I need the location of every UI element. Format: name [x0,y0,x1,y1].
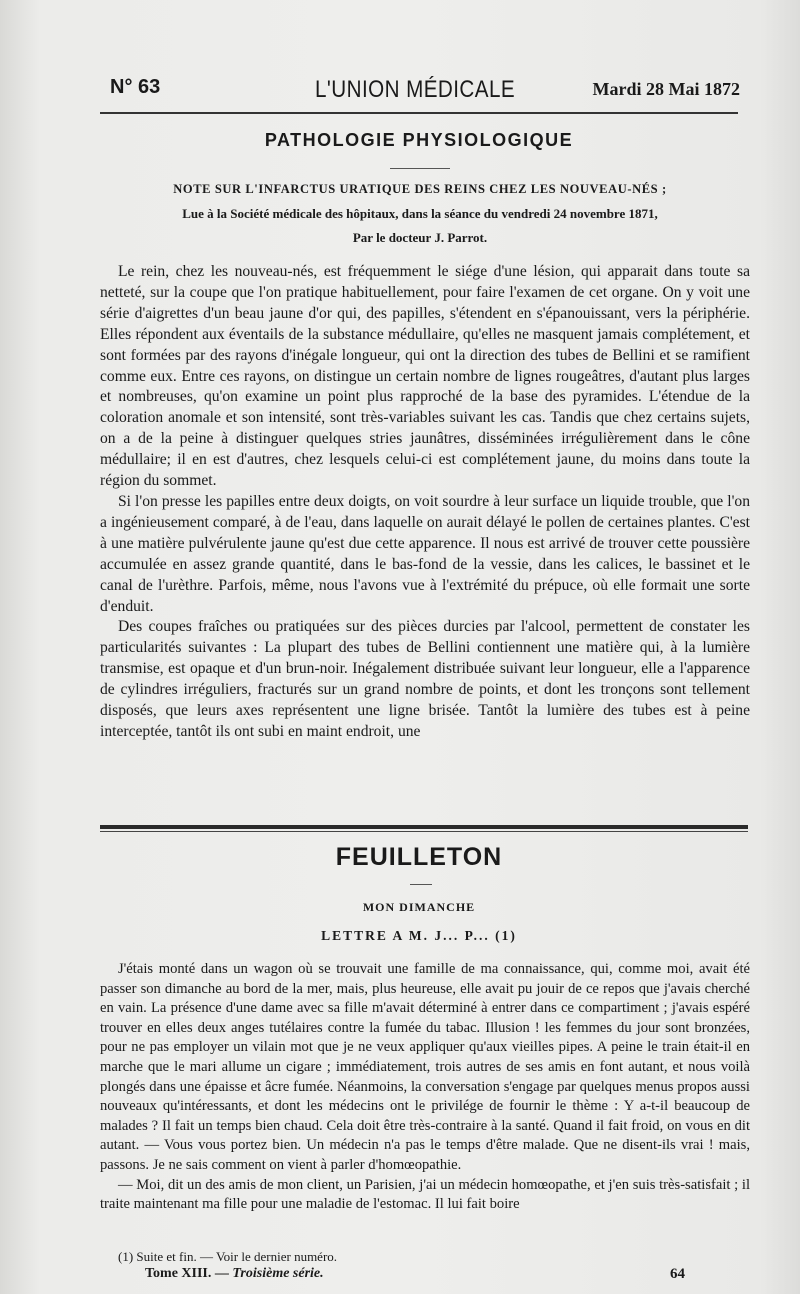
feuilleton-paragraph: J'étais monté dans un wagon où se trouvait une famille de ma connaissance, qui, comme moi, avait été passer son dimanche au bord de la mer, mais, plus heureuse, elle avait pu jouir de ce repos que j'avais cherché en vain. La présence d'une dame avec sa fille m'avait déterminé à entrer dans ce compartiment ; j'avais espéré trouver en elles deux anges tutélaires contre la fumée du tabac. Illusion ! les femmes du jour sont bronzées, pour ne pas employer un vilain mot que je ne veux appliquer qu'aux vieilles pipes. A peine le train était-il en marche que le mari allume un cigare ; immédiatement, trois autres de ses amis en font autant, et nous voilà plongés dans une épaisse et âcre fumée. Néanmoins, la conversation s'engage par quelques menus propos aussi nouveaux qu'intéressants, et dont les médecins ont le privilége de fournir le thème : Y a-t-il beaucoup de malades ? Il fait un temps bien chaud. Cela doit être très-contraire à la santé. Quand il fait froid, on vous en dit autant. — Vous vous portez bien. Un médecin n'a pas le temps d'être malade. Que ne disent-ils vrai ! mais, passons. Je ne sais comment on vient à parler d'homœopathie. [100,961,750,1173]
feuilleton-title: FEUILLETON [335,843,503,871]
page-number: 64 [670,1266,685,1282]
feuilleton-rule [100,825,748,829]
issue-number: N° 63 [110,76,161,98]
article-paragraph: Le rein, chez les nouveau-nés, est fréquemment le siége d'une lésion, qui apparait dans toute sa netteté, sur la coupe que l'on pratique habituellement, pour faire l'examen de cet organe. On y voit une série d'aigrettes d'un beau jaune d'or qui, des papilles, s'étendent en s'épanouissant, vers la périphérie. Elles répondent aux éventails de la substance médullaire, qu'elles ne masquent jamais complétement, et sont formées par des rayons d'inégale longueur, qui ont la direction des tubes de Bellini et se ramifient comme eux. Entre ces rayons, on distingue un certain nombre de lignes rougeâtres, d'autant plus larges et nombreuses, qu'on examine un point plus rapproché de la base des pyramides. L'étendue de la coloration anomale et son intensité, sont très-variables suivant les cas. Tandis que chez certains sujets, on a de la peine à distinguer quelques stries jaunâtres, disséminées irrégulièrement dans le cône médullaire; il en est d'autres, chez lesquels celui-ci est complétement jaune, du moins dans toute la région du sommet. [100,263,750,490]
volume: Tome XIII. [145,1266,212,1281]
volume-info: Tome XIII. — Troisième série. [145,1266,324,1281]
article-subtitle: Lue à la Société médicale des hôpitaux, dans la séance du vendredi 24 novembre 1871, [182,206,658,221]
series: Troisième série. [232,1266,324,1281]
section-rule [390,168,450,169]
feuilleton-dash [410,884,432,885]
article-paragraph: Si l'on presse les papilles entre deux doigts, on voit sourdre à leur surface un liquide trouble, que l'on a ingénieusement comparé, à de l'eau, dans laquelle on aurait délayé le pollen de certaines plantes. C'est à une matière pulvérulente jaune qu'est due cette apparence. Il nous est arrivé de trouver cette poussière accumulée en assez grande quantité, dans le bas-fond de la vessie, dans les calices, le bassinet et le canal de l'urèthre. Parfois, même, nous l'avons vue à l'extrémité du prépuce, où elle formait une sorte d'enduit. [100,492,750,615]
footnote: (1) Suite et fin. — Voir le dernier numéro. [118,1249,338,1264]
article-body [100,262,750,743]
feuilleton-letter-heading: LETTRE A M. J... P... (1) [321,928,517,943]
page-footer [145,1266,685,1286]
header-rule [100,112,738,114]
feuilleton-subtitle: MON DIMANCHE [362,900,476,914]
article-author: Par le docteur J. Parrot. [352,230,488,245]
article-title: NOTE SUR L'INFARCTUS URATIQUE DES REINS CHEZ LES NOUVEAU-NÉS ; [173,182,667,196]
feuilleton-rule-thin [100,831,748,832]
article-paragraph: Des coupes fraîches ou pratiquées sur des pièces durcies par l'alcool, permettent de constater les particularités suivantes : La plupart des tubes de Bellini contiennent une matière qui, à la lumière transmise, est opaque et d'un brun-noir. Inégalement distribuée suivant leur longueur, elle a l'apparence de cylindres irréguliers, fracturés sur un grand nombre de points, et dont les tronçons sont tellement disposés, que leurs axes représentent une ligne brisée. Tantôt la lumière des tubes est à peine interceptée, tantôt ils ont subi en maint endroit, une [100,618,750,740]
journal-title: L'UNION MÉDICALE [315,76,516,103]
section-title: PATHOLOGIE PHYSIOLOGIQUE [264,130,574,150]
feuilleton-paragraph: — Moi, dit un des amis de mon client, un Parisien, j'ai un médecin homœopathe, et j'en suis très-satisfait ; il traite maintenant ma fille pour une maladie de l'estomac. Il lui fait boire [100,1176,750,1213]
page-header [110,76,740,106]
feuilleton-body [100,960,750,1215]
issue-date: Mardi 28 Mai 1872 [592,79,740,99]
